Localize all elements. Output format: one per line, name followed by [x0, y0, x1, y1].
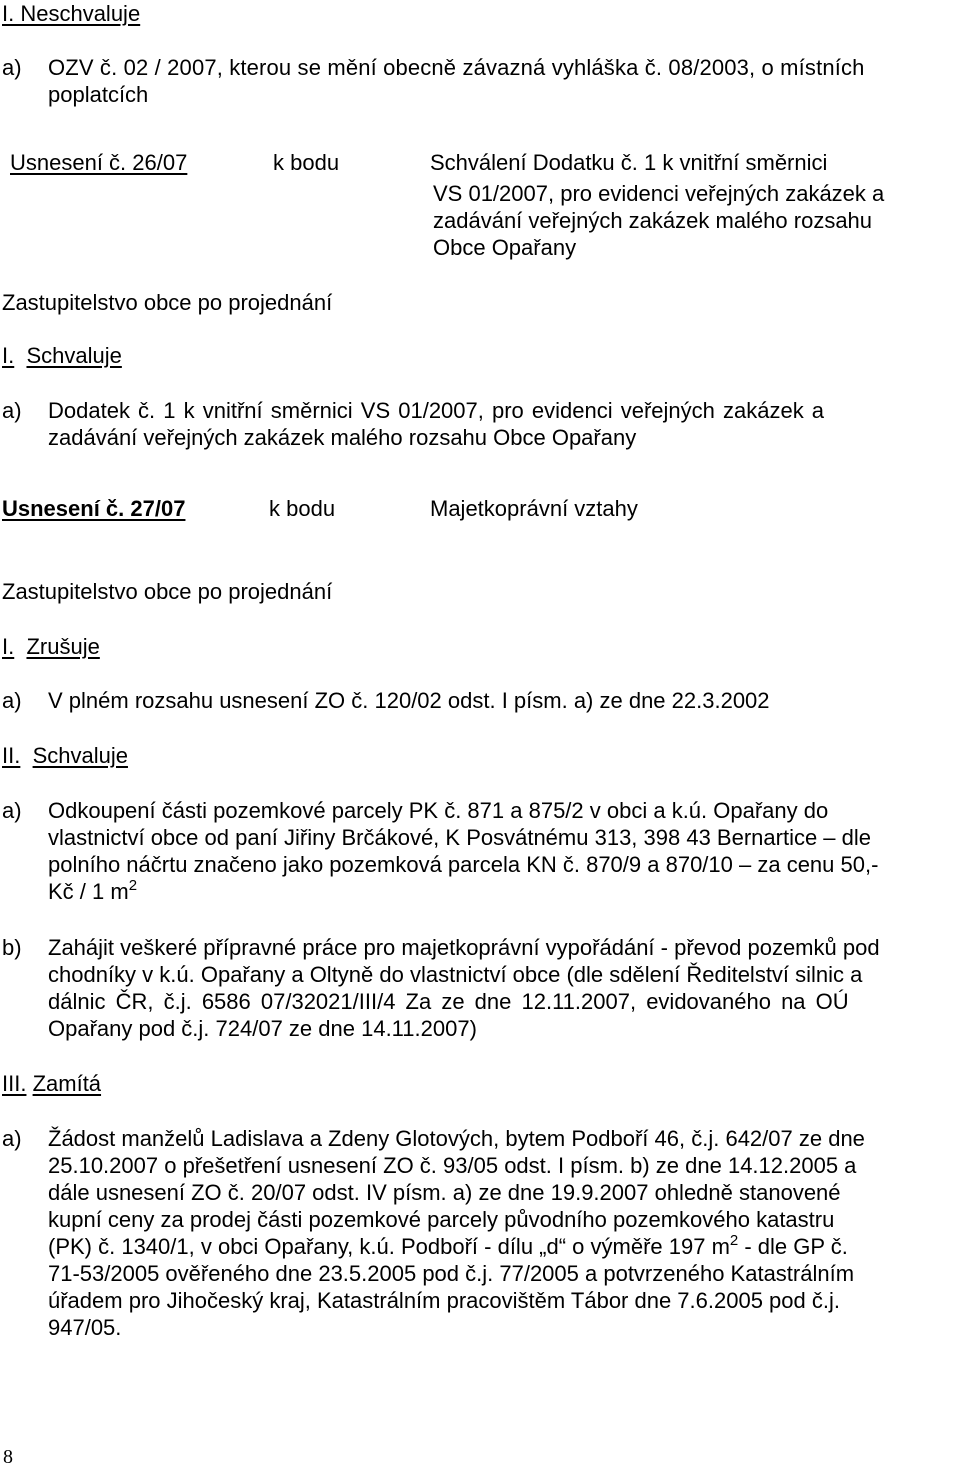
section-heading [2, 633, 100, 660]
subject-line: Obce Opařany [433, 235, 577, 260]
section-title: Zrušuje [26, 634, 100, 659]
k-bodu: k bodu [269, 496, 336, 521]
item-text: úřadem pro Jihočeský kraj, Katastrálním pracovištěm Tábor dne 7.6.2005 pod č.j. [48, 1288, 840, 1313]
section-title: Schvaluje [32, 743, 128, 768]
item-label: a) [2, 398, 22, 423]
item-text: dále usnesení ZO č. 20/07 odst. IV písm. a) ze dne 19.9.2007 ohledně stanovené [48, 1180, 841, 1205]
council-line: Zastupitelstvo obce po projednání [2, 290, 333, 315]
item-text: kupní ceny za prodej části pozemkové parcely původního pozemkového katastru [48, 1207, 835, 1232]
item-text-part: - dle GP č. [738, 1234, 848, 1259]
section-title: Schvaluje [26, 343, 122, 368]
item-text: vlastnictví obce od paní Jiřiny Brčákové, K Posvátnému 313, 398 43 Bernartice – dle [48, 825, 872, 850]
resolution-title: Usnesení č. 26/07 [10, 150, 188, 175]
page-number: 8 [3, 1446, 13, 1468]
subject-line: zadávání veřejných zakázek malého rozsahu [433, 208, 873, 233]
superscript: 2 [729, 1232, 739, 1249]
section-number: I. [2, 634, 15, 659]
resolution-title: Usnesení č. 27/07 [2, 496, 186, 521]
item-text [48, 878, 137, 905]
item-text: dálnic ČR, č.j. 6586 07/32021/III/4 Za ze dne 12.11.2007, evidovaného na OÚ [48, 989, 849, 1014]
superscript: 2 [128, 877, 138, 894]
item-text: Žádost manželů Ladislava a Zdeny Glotových, bytem Podboří 46, č.j. 642/07 ze dne [48, 1126, 865, 1151]
item-text [48, 1233, 848, 1260]
item-label: b) [2, 935, 22, 960]
section-number: I. [2, 343, 15, 368]
item-text: Zahájit veškeré přípravné práce pro majetkoprávní vypořádání - převod pozemků pod [48, 935, 880, 960]
item-text: 947/05. [48, 1315, 122, 1340]
item-text: Opařany pod č.j. 724/07 ze dne 14.11.2007) [48, 1016, 477, 1041]
item-text: Odkoupení části pozemkové parcely PK č. 871 a 875/2 v obci a k.ú. Opařany do [48, 798, 829, 823]
k-bodu: k bodu [273, 150, 340, 175]
item-text: poplatcích [48, 82, 149, 107]
item-label: a) [2, 55, 22, 80]
subject-line: VS 01/2007, pro evidenci veřejných zakázek a [433, 181, 885, 206]
section-number: II. [2, 743, 21, 768]
item-text: OZV č. 02 / 2007, kterou se mění obecně závazná vyhláška č. 08/2003, o místních [48, 55, 865, 80]
item-label: a) [2, 798, 22, 823]
section-number: III. [2, 1071, 27, 1096]
item-text: 25.10.2007 o přešetření usnesení ZO č. 93/05 odst. I písm. b) ze dne 14.12.2005 a [48, 1153, 857, 1178]
section-heading [2, 342, 122, 369]
item-text-part: Kč / 1 m [48, 879, 129, 904]
item-text: Dodatek č. 1 k vnitřní směrnici VS 01/2007, pro evidenci veřejných zakázek a [48, 398, 825, 423]
item-text: zadávání veřejných zakázek malého rozsahu Obce Opařany [48, 425, 637, 450]
section-heading [2, 742, 128, 769]
council-line: Zastupitelstvo obce po projednání [2, 579, 333, 604]
item-label: a) [2, 688, 22, 713]
item-text: chodníky v k.ú. Opařany a Oltyně do vlastnictví obce (dle sdělení Ředitelství silnic a [48, 962, 863, 987]
section-title: Zamítá [32, 1071, 102, 1096]
item-text: 71-53/2005 ověřeného dne 23.5.2005 pod č.j. 77/2005 a potvrzeného Katastrálním [48, 1261, 855, 1286]
item-text: polního náčrtu značeno jako pozemková parcela KN č. 870/9 a 870/10 – za cenu 50,- [48, 852, 879, 877]
heading-neschvaluje: I. Neschvaluje [2, 1, 141, 26]
item-label: a) [2, 1126, 22, 1151]
subject-line: Schválení Dodatku č. 1 k vnitřní směrnici [430, 150, 828, 175]
section-heading [2, 1070, 101, 1097]
item-text-part: (PK) č. 1340/1, v obci Opařany, k.ú. Podboří - dílu „d“ o výměře 197 m [48, 1234, 730, 1259]
subject-line: Majetkoprávní vztahy [430, 496, 638, 521]
item-text: V plném rozsahu usnesení ZO č. 120/02 odst. I písm. a) ze dne 22.3.2002 [48, 688, 770, 713]
